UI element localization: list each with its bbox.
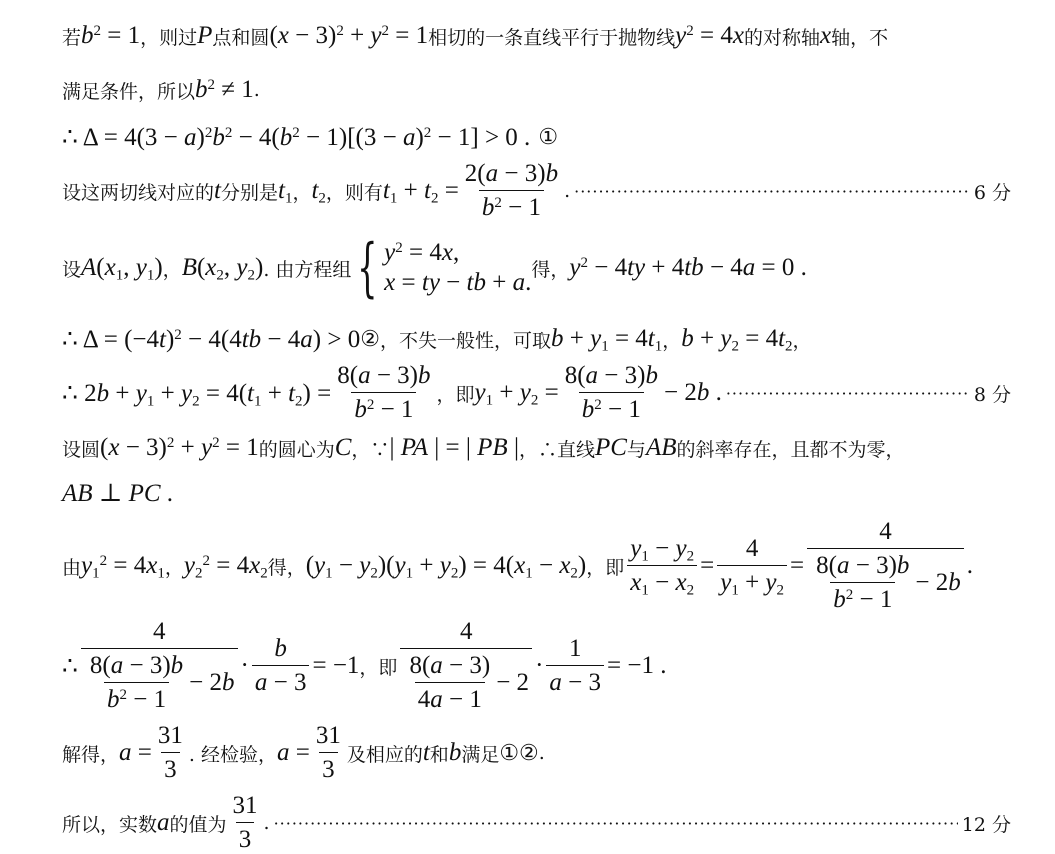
line-3: ∴ $\Delta = 4(3 - a)^2b^2 - 4(b^2 - 1)[(3 - a)^2 - 1] > 0$ . ① [62, 124, 559, 151]
line-10: 由 $y_1^2 = 4x_1$ ， $y_2^2 = 4x_2$ 得， $(y_1 - y_2)(y_1 + y_2) = 4(x_1 - x_2)$ ，即 $\frac{y_1 - y_2}{x_1 - x_2}$ = $\frac{4}{y_1 + y_2}$ = 4 $\frac{8(a - 3)b}{b^2 - 1}$ − 2 b . [62, 518, 974, 613]
line-12: 解得， a = $\frac{31}{3}$ . 经检验， a = $\frac{31}{3}$ 及相应的 t 和 b 满足 ①② . [62, 722, 545, 783]
line-11: ∴ 4 $\frac{8(a - 3)b}{b^2 - 1}$ − 2 b · $\frac{b}{a - 3}$ = −1 ，即 4 $\frac{8(a - 3)}{4a - 1}$ − 2 · $\frac{1}{a - 3}$ = −1 . [62, 618, 667, 713]
line-13: 所以，实数 a 的值为 $\frac{31}{3}$ . ····· 12 分 [62, 792, 1011, 854]
line-6: ∴ $\Delta = (-4t)^2 - 4(4tb - 4a) > 0$ ② ，不失一般性，可取 $b + y_1 = 4t_1$ ， $b + y_2 = 4t_2$ ， [62, 325, 812, 355]
line-9: AB ⊥ PC . [62, 480, 174, 507]
line-1: 若 $b^2 = 1$ ，则过 P 点和圆 $(x - 3)^2 + y^2 = 1$ 相切的一条直线平行于抛物线 $y^2 = 4x$ 的对称轴 x 轴，不 [62, 22, 889, 49]
line-8: 设圆 $(x - 3)^2 + y^2 = 1$ 的圆心为 C ，∵ | PA | = | PB | ，∴直线 PC 与 AB 的斜率存在，且都不为零， [62, 434, 905, 461]
line-4: 设这两切线对应的 t 分别是 $t_1$ ， $t_2$ ，则有 $t_1 + t_2$ = $\frac{2(a - 3)b}{b^2 - 1}$ . ····· 6 分 [62, 160, 1011, 222]
line-5: 设 $A(x_1$, $y_1$) ， $B(x_2$, $y_2$) . 由方程组 { $y^2 = 4x$, x = ty − tb + a. 得， $y^2 - 4ty + 4tb - 4a = 0$ . [62, 231, 807, 305]
line-7: ∴ $2b + y_1 + y_2 = 4(t_1 + t_2)$ = $\frac{8(a - 3)b}{b^2 - 1}$ ，即 $y_1 + y_2$ = $\frac{8(a - 3)b}{b^2 - 1}$ − 2b . ····· 8 分 [62, 362, 1011, 424]
line-2: 满足条件，所以 $b^2 \ne 1$ . [62, 76, 260, 103]
